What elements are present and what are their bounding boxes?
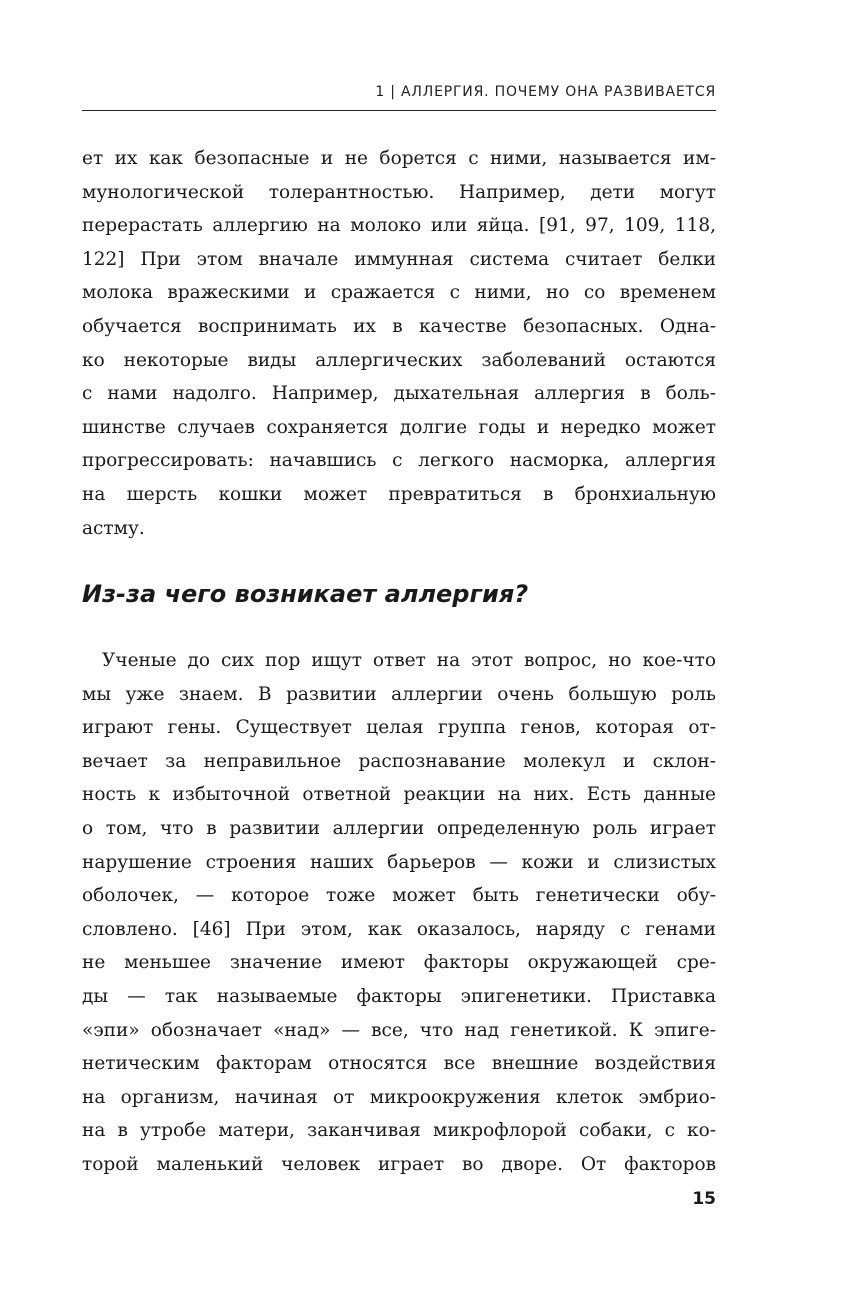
section-heading: Из-за чего возникает аллергия? [82,580,529,608]
text-line: ет их как безопасные и не борется с ними, называется им- [82,148,716,169]
text-line: оболочек, — которое тоже может быть генетически обу- [82,885,716,907]
text-line: астму. [82,517,145,539]
text-line: торой маленький человек играет во дворе. От факторов [82,1153,716,1175]
paragraph-1 [82,142,716,545]
text-line: ды — так называемые факторы эпигенетики. Приставка [82,985,716,1007]
text-line: 122] При этом вначале иммунная система считает белки [82,248,716,270]
text-line: словлено. [46] При этом, как оказалось, наряду с генами [82,918,716,940]
text-line: ность к избыточной ответной реакции на них. Есть данные [82,784,716,806]
text-line: мунологической толерантностью. Например, дети могут [82,181,716,203]
text-line: обучается воспринимать их в качестве безопасных. Одна- [82,315,716,337]
text-line: нетическим факторам относятся все внешние воздействия [82,1053,716,1075]
text-line: на шерсть кошки может превратиться в бронхиальную [82,483,716,505]
text-line: молока вражескими и сражается с ними, но со временем [82,282,716,304]
text-line: не меньшее значение имеют факторы окружающей сре- [82,952,716,974]
text-line: о том, что в развитии аллергии определенную роль играет [82,817,716,839]
header-rule [82,110,716,111]
text-line: на в утробе матери, заканчивая микрофлорой собаки, с ко- [82,1120,716,1142]
text-line: нарушение строения наших барьеров — кожи и слизистых [82,851,716,873]
running-head: 1 | АЛЛЕРГИЯ. ПОЧЕМУ ОНА РАЗВИВАЕТСЯ [375,84,716,100]
text-line: вечает за неправильное распознавание молекул и склон- [82,750,716,772]
text-line: на организм, начиная от микроокружения клеток эмбрио- [82,1086,716,1108]
text-line: прогрессировать: начавшись с легкого насморка, аллергия [82,450,716,472]
text-line: «эпи» обозначает «над» — все, что над генетикой. К эпиге- [82,1019,716,1041]
text-line: перерастать аллергию на молоко или яйца. [91, 97, 109, 118, [82,215,716,237]
text-line: играют гены. Существует целая группа генов, которая от- [82,717,716,739]
text-line: ко некоторые виды аллергических заболеваний остаются [82,349,716,371]
page-number: 15 [692,1189,716,1209]
text-line: шинстве случаев сохраняется долгие годы и нередко может [82,416,716,438]
paragraph-2 [82,644,716,1182]
text-line: Ученые до сих пор ищут ответ на этот вопрос, но кое-что [102,650,716,671]
text-line: с нами надолго. Например, дыхательная аллергия в боль- [82,383,716,405]
text-line: мы уже знаем. В развитии аллергии очень большую роль [82,683,716,705]
